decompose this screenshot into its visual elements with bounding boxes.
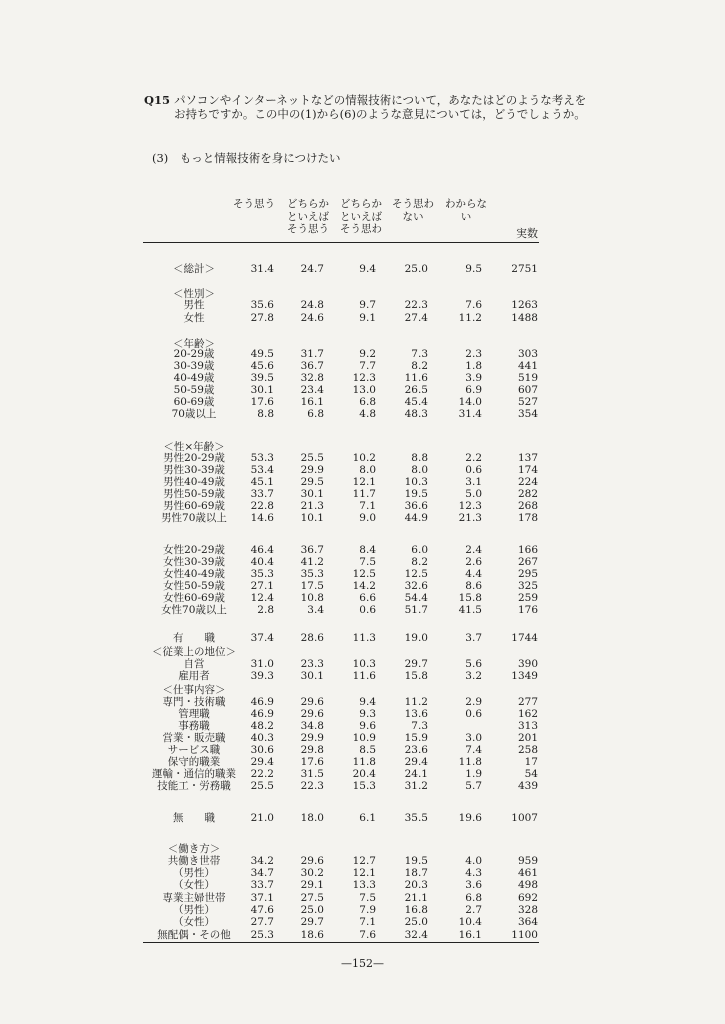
cell-percent: 11.2 <box>404 696 428 708</box>
cell-percent: 14.2 <box>352 580 376 592</box>
cell-percent: 35.5 <box>404 812 428 824</box>
cell-percent: 5.6 <box>465 658 482 670</box>
cell-percent: 31.4 <box>458 408 482 420</box>
cell-percent: 29.6 <box>300 708 324 720</box>
cell-percent: 40.3 <box>250 732 274 744</box>
row-label: （男性） <box>173 904 215 916</box>
cell-count: 162 <box>517 708 538 720</box>
cell-percent: 5.7 <box>465 780 482 792</box>
cell-count: 607 <box>517 384 538 396</box>
row-label: 女性50-59歳 <box>163 580 225 592</box>
cell-count: 259 <box>517 592 538 604</box>
row-label: 事務職 <box>178 720 210 732</box>
cell-percent: 14.6 <box>250 512 274 524</box>
cell-percent: 16.1 <box>300 396 324 408</box>
cell-percent: 30.1 <box>250 384 274 396</box>
cell-percent: 11.2 <box>458 312 482 324</box>
cell-percent: 7.7 <box>359 360 376 372</box>
cell-percent: 44.9 <box>404 512 428 524</box>
cell-percent: 29.1 <box>300 879 324 891</box>
cell-percent: 37.1 <box>250 892 274 904</box>
cell-percent: 10.8 <box>300 592 324 604</box>
cell-percent: 13.0 <box>352 384 376 396</box>
row-label: ＜仕事内容＞ <box>162 684 226 696</box>
cell-count: 277 <box>517 696 538 708</box>
cell-percent: 53.3 <box>250 452 274 464</box>
question-text <box>144 93 586 121</box>
cell-percent: 36.6 <box>404 500 428 512</box>
cell-percent: 21.1 <box>404 892 428 904</box>
cell-percent: 9.1 <box>359 312 376 324</box>
cell-percent: 0.6 <box>359 604 376 616</box>
cell-percent: 22.3 <box>300 780 324 792</box>
cell-percent: 29.4 <box>404 756 428 768</box>
cell-count: 268 <box>517 500 538 512</box>
cell-percent: 6.9 <box>465 384 482 396</box>
cell-count: 224 <box>517 476 538 488</box>
cell-percent: 28.6 <box>300 632 324 644</box>
cell-percent: 25.5 <box>250 780 274 792</box>
cell-count: 166 <box>517 544 538 556</box>
cell-percent: 11.7 <box>352 488 376 500</box>
cell-percent: 10.3 <box>404 476 428 488</box>
cell-percent: 2.9 <box>465 696 482 708</box>
cell-percent: 1.8 <box>465 360 482 372</box>
cell-percent: 5.0 <box>465 488 482 500</box>
cell-percent: 21.3 <box>458 512 482 524</box>
cell-percent: 12.4 <box>250 592 274 604</box>
cell-percent: 25.3 <box>250 929 274 941</box>
cell-percent: 27.1 <box>250 580 274 592</box>
cell-percent: 30.6 <box>250 744 274 756</box>
row-label: ＜従業上の地位＞ <box>152 646 236 658</box>
cell-count: 303 <box>517 348 538 360</box>
row-label: 50-59歳 <box>173 384 215 396</box>
cell-percent: 12.3 <box>458 500 482 512</box>
cell-percent: 16.1 <box>458 929 482 941</box>
cell-percent: 18.6 <box>300 929 324 941</box>
cell-percent: 24.6 <box>300 312 324 324</box>
cell-percent: 29.6 <box>300 696 324 708</box>
row-label: 運輸・通信的職業 <box>152 768 236 780</box>
cell-percent: 12.7 <box>352 855 376 867</box>
row-label: 無配偶・その他 <box>157 929 231 941</box>
cell-count: 1744 <box>511 632 538 644</box>
cell-count: 527 <box>517 396 538 408</box>
cell-percent: 8.0 <box>411 464 428 476</box>
cell-percent: 25.0 <box>300 904 324 916</box>
cell-percent: 17.6 <box>250 396 274 408</box>
cell-percent: 9.7 <box>359 299 376 311</box>
cell-percent: 10.4 <box>458 916 482 928</box>
row-label: 男性70歳以上 <box>161 512 227 524</box>
cell-percent: 7.3 <box>411 348 428 360</box>
cell-percent: 8.8 <box>411 452 428 464</box>
cell-percent: 7.5 <box>359 892 376 904</box>
cell-percent: 30.1 <box>300 488 324 500</box>
cell-percent: 32.6 <box>404 580 428 592</box>
row-label: 無 職 <box>173 812 215 824</box>
subquestion-title: (3) もっと情報技術を身につけたい <box>152 151 341 165</box>
cell-percent: 27.5 <box>300 892 324 904</box>
cell-percent: 19.0 <box>404 632 428 644</box>
cell-percent: 8.0 <box>359 464 376 476</box>
cell-percent: 27.7 <box>250 916 274 928</box>
cell-percent: 4.0 <box>465 855 482 867</box>
cell-percent: 0.6 <box>465 708 482 720</box>
cell-percent: 3.4 <box>307 604 324 616</box>
cell-percent: 24.7 <box>300 263 324 275</box>
cell-percent: 30.2 <box>300 867 324 879</box>
row-label: 専門・技術職 <box>162 696 226 708</box>
cell-percent: 18.7 <box>404 867 428 879</box>
cell-percent: 4.8 <box>359 408 376 420</box>
row-label: 雇用者 <box>178 670 210 682</box>
cell-percent: 47.6 <box>250 904 274 916</box>
cell-percent: 49.5 <box>250 348 274 360</box>
cell-percent: 35.6 <box>250 299 274 311</box>
cell-percent: 6.8 <box>359 396 376 408</box>
cell-percent: 15.9 <box>404 732 428 744</box>
row-label: 女性40-49歳 <box>163 568 225 580</box>
cell-count: 267 <box>517 556 538 568</box>
column-header-agree: そう思う <box>233 198 275 210</box>
row-label: サービス職 <box>167 744 221 756</box>
row-label: 40-49歳 <box>173 372 215 384</box>
cell-percent: 29.8 <box>300 744 324 756</box>
cell-percent: 15.3 <box>352 780 376 792</box>
cell-percent: 35.3 <box>250 568 274 580</box>
cell-percent: 4.3 <box>465 867 482 879</box>
cell-percent: 8.4 <box>359 544 376 556</box>
cell-percent: 15.8 <box>404 670 428 682</box>
cell-percent: 45.6 <box>250 360 274 372</box>
row-label: （女性） <box>173 916 215 928</box>
cell-percent: 23.3 <box>300 658 324 670</box>
cell-count: 295 <box>517 568 538 580</box>
row-label: 共働き世帯 <box>167 855 221 867</box>
cell-percent: 32.8 <box>300 372 324 384</box>
cell-percent: 8.6 <box>465 580 482 592</box>
cell-percent: 2.3 <box>465 348 482 360</box>
cell-percent: 27.8 <box>250 312 274 324</box>
row-label: 男性40-49歳 <box>163 476 225 488</box>
cell-percent: 18.0 <box>300 812 324 824</box>
cell-percent: 7.5 <box>359 556 376 568</box>
cell-percent: 48.2 <box>250 720 274 732</box>
cell-percent: 11.8 <box>352 756 376 768</box>
cell-percent: 48.3 <box>404 408 428 420</box>
row-label: 女性60-69歳 <box>163 592 225 604</box>
row-label: 30-39歳 <box>173 360 215 372</box>
cell-percent: 9.4 <box>359 696 376 708</box>
cell-percent: 29.9 <box>300 464 324 476</box>
cell-percent: 31.0 <box>250 658 274 670</box>
cell-count: 959 <box>517 855 538 867</box>
cell-percent: 22.8 <box>250 500 274 512</box>
cell-percent: 33.7 <box>250 488 274 500</box>
column-header-somewhat-agree: どちらか といえば そう思う <box>287 198 329 235</box>
cell-percent: 19.6 <box>458 812 482 824</box>
cell-count: 1488 <box>511 312 538 324</box>
row-label: 有 職 <box>173 632 215 644</box>
question-number: Q15 <box>144 93 171 107</box>
cell-count: 201 <box>517 732 538 744</box>
cell-percent: 13.6 <box>404 708 428 720</box>
cell-percent: 7.6 <box>359 929 376 941</box>
cell-percent: 45.4 <box>404 396 428 408</box>
cell-percent: 4.4 <box>465 568 482 580</box>
cell-percent: 21.0 <box>250 812 274 824</box>
cell-percent: 12.1 <box>352 867 376 879</box>
row-label: （女性） <box>173 879 215 891</box>
cell-count: 364 <box>517 916 538 928</box>
cell-percent: 29.7 <box>404 658 428 670</box>
cell-percent: 3.9 <box>465 372 482 384</box>
cell-count: 519 <box>517 372 538 384</box>
cell-percent: 25.0 <box>404 263 428 275</box>
row-label: 男性20-29歳 <box>163 452 225 464</box>
cell-percent: 2.8 <box>257 604 274 616</box>
cell-percent: 10.3 <box>352 658 376 670</box>
cell-percent: 25.0 <box>404 916 428 928</box>
cell-percent: 32.4 <box>404 929 428 941</box>
cell-percent: 35.3 <box>300 568 324 580</box>
cell-percent: 3.2 <box>465 670 482 682</box>
cell-percent: 41.2 <box>300 556 324 568</box>
cell-count: 692 <box>517 892 538 904</box>
column-header-dont-know: わからな い <box>445 198 487 223</box>
cell-percent: 2.2 <box>465 452 482 464</box>
cell-percent: 19.5 <box>404 488 428 500</box>
cell-percent: 22.2 <box>250 768 274 780</box>
cell-count: 176 <box>517 604 538 616</box>
cell-percent: 10.9 <box>352 732 376 744</box>
row-label: ＜総計＞ <box>173 263 215 275</box>
row-label: ＜年齢＞ <box>173 338 215 350</box>
cell-percent: 12.1 <box>352 476 376 488</box>
cell-percent: 9.3 <box>359 708 376 720</box>
cell-percent: 36.7 <box>300 544 324 556</box>
cell-percent: 8.8 <box>257 408 274 420</box>
cell-count: 17 <box>524 756 538 768</box>
cell-percent: 2.4 <box>465 544 482 556</box>
row-label: 自営 <box>183 658 205 670</box>
cell-percent: 10.1 <box>300 512 324 524</box>
row-label: 技能工・労務職 <box>157 780 231 792</box>
cell-percent: 24.1 <box>404 768 428 780</box>
cell-percent: 11.6 <box>404 372 428 384</box>
cell-percent: 30.1 <box>300 670 324 682</box>
cell-percent: 36.7 <box>300 360 324 372</box>
row-label: ＜性×年齢＞ <box>163 441 225 453</box>
row-label: 女性70歳以上 <box>161 604 227 616</box>
cell-count: 282 <box>517 488 538 500</box>
cell-count: 1263 <box>511 299 538 311</box>
cell-percent: 14.0 <box>458 396 482 408</box>
row-label: 60-69歳 <box>173 396 215 408</box>
cell-percent: 7.1 <box>359 500 376 512</box>
cell-percent: 24.8 <box>300 299 324 311</box>
cell-count: 461 <box>517 867 538 879</box>
cell-percent: 33.7 <box>250 879 274 891</box>
cell-count: 439 <box>517 780 538 792</box>
cell-percent: 31.2 <box>404 780 428 792</box>
cell-percent: 6.8 <box>465 892 482 904</box>
cell-percent: 9.6 <box>359 720 376 732</box>
cell-count: 325 <box>517 580 538 592</box>
cell-percent: 12.3 <box>352 372 376 384</box>
question-line-1: パソコンやインターネットなどの情報技術について，あなたはどのような考えを <box>174 93 587 107</box>
row-label: 管理職 <box>178 708 210 720</box>
row-label: ＜性別＞ <box>173 288 215 300</box>
cell-count: 178 <box>517 512 538 524</box>
cell-percent: 1.9 <box>465 768 482 780</box>
cell-percent: 13.3 <box>352 879 376 891</box>
cell-count: 390 <box>517 658 538 670</box>
cell-percent: 26.5 <box>404 384 428 396</box>
row-label: 営業・販売職 <box>162 732 226 744</box>
cell-percent: 34.7 <box>250 867 274 879</box>
cell-percent: 2.6 <box>465 556 482 568</box>
row-label: 保守的職業 <box>167 756 221 768</box>
cell-percent: 11.6 <box>352 670 376 682</box>
cell-count: 1007 <box>511 812 538 824</box>
cell-count: 2751 <box>511 263 538 275</box>
cell-percent: 46.4 <box>250 544 274 556</box>
cell-percent: 39.3 <box>250 670 274 682</box>
cell-percent: 3.7 <box>465 632 482 644</box>
cell-percent: 2.7 <box>465 904 482 916</box>
row-label: 男性50-59歳 <box>163 488 225 500</box>
cell-percent: 7.3 <box>411 720 428 732</box>
cell-percent: 54.4 <box>404 592 428 604</box>
cell-percent: 29.6 <box>300 855 324 867</box>
column-header-disagree: そう思わ ない <box>392 198 434 223</box>
cell-percent: 3.1 <box>465 476 482 488</box>
cell-percent: 7.4 <box>465 744 482 756</box>
cell-percent: 40.4 <box>250 556 274 568</box>
cell-count: 137 <box>517 452 538 464</box>
cell-count: 1349 <box>511 670 538 682</box>
cell-percent: 0.6 <box>465 464 482 476</box>
cell-percent: 8.2 <box>411 360 428 372</box>
cell-percent: 12.5 <box>352 568 376 580</box>
cell-percent: 37.4 <box>250 632 274 644</box>
cell-percent: 8.2 <box>411 556 428 568</box>
cell-percent: 7.9 <box>359 904 376 916</box>
cell-percent: 53.4 <box>250 464 274 476</box>
cell-percent: 8.5 <box>359 744 376 756</box>
page-number: —152— <box>341 957 384 970</box>
cell-percent: 10.2 <box>352 452 376 464</box>
cell-percent: 46.9 <box>250 696 274 708</box>
cell-percent: 6.6 <box>359 592 376 604</box>
cell-percent: 3.6 <box>465 879 482 891</box>
cell-percent: 46.9 <box>250 708 274 720</box>
bottom-rule <box>143 942 539 943</box>
cell-percent: 23.6 <box>404 744 428 756</box>
cell-count: 441 <box>517 360 538 372</box>
cell-percent: 11.3 <box>352 632 376 644</box>
row-label: 男性 <box>183 299 205 311</box>
cell-percent: 20.4 <box>352 768 376 780</box>
cell-percent: 7.1 <box>359 916 376 928</box>
column-header-count: 実数 <box>516 227 538 240</box>
row-label: 女性20-29歳 <box>163 544 225 556</box>
cell-percent: 25.5 <box>300 452 324 464</box>
cell-count: 54 <box>524 768 538 780</box>
cell-count: 313 <box>517 720 538 732</box>
row-label: ＜働き方＞ <box>167 843 221 855</box>
cell-percent: 51.7 <box>404 604 428 616</box>
cell-percent: 29.9 <box>300 732 324 744</box>
cell-percent: 6.0 <box>411 544 428 556</box>
cell-percent: 27.4 <box>404 312 428 324</box>
header-rule <box>143 242 539 243</box>
cell-percent: 34.2 <box>250 855 274 867</box>
row-label: 女性 <box>183 312 205 324</box>
cell-percent: 29.4 <box>250 756 274 768</box>
row-label: 70歳以上 <box>171 408 217 420</box>
cell-count: 1100 <box>511 929 538 941</box>
cell-percent: 7.6 <box>465 299 482 311</box>
cell-percent: 20.3 <box>404 879 428 891</box>
cell-percent: 3.0 <box>465 732 482 744</box>
cell-percent: 34.8 <box>300 720 324 732</box>
cell-percent: 15.8 <box>458 592 482 604</box>
cell-count: 174 <box>517 464 538 476</box>
cell-count: 354 <box>517 408 538 420</box>
question-line-2: お持ちですか。この中の(1)から(6)のような意見については，どうでしょうか。 <box>174 107 586 121</box>
cell-percent: 29.5 <box>300 476 324 488</box>
cell-percent: 12.5 <box>404 568 428 580</box>
cell-percent: 11.8 <box>458 756 482 768</box>
cell-count: 328 <box>517 904 538 916</box>
cell-percent: 31.5 <box>300 768 324 780</box>
cell-percent: 6.8 <box>307 408 324 420</box>
cell-percent: 16.8 <box>404 904 428 916</box>
cell-percent: 21.3 <box>300 500 324 512</box>
cell-percent: 41.5 <box>458 604 482 616</box>
column-header-somewhat-disagree: どちらか といえば そう思わ <box>340 198 382 235</box>
cell-percent: 29.7 <box>300 916 324 928</box>
cell-percent: 17.6 <box>300 756 324 768</box>
cell-percent: 23.4 <box>300 384 324 396</box>
cell-count: 258 <box>517 744 538 756</box>
cell-percent: 31.7 <box>300 348 324 360</box>
row-label: （男性） <box>173 867 215 879</box>
cell-percent: 6.1 <box>359 812 376 824</box>
cell-percent: 9.2 <box>359 348 376 360</box>
cell-percent: 9.0 <box>359 512 376 524</box>
cell-percent: 19.5 <box>404 855 428 867</box>
cell-percent: 9.5 <box>465 263 482 275</box>
cell-percent: 9.4 <box>359 263 376 275</box>
cell-percent: 45.1 <box>250 476 274 488</box>
cell-percent: 17.5 <box>300 580 324 592</box>
row-label: 男性60-69歳 <box>163 500 225 512</box>
cell-percent: 31.4 <box>250 263 274 275</box>
row-label: 20-29歳 <box>173 348 215 360</box>
cell-count: 498 <box>517 879 538 891</box>
cell-percent: 39.5 <box>250 372 274 384</box>
row-label: 女性30-39歳 <box>163 556 225 568</box>
cell-percent: 22.3 <box>404 299 428 311</box>
row-label: 専業主婦世帯 <box>162 892 226 904</box>
row-label: 男性30-39歳 <box>163 464 225 476</box>
